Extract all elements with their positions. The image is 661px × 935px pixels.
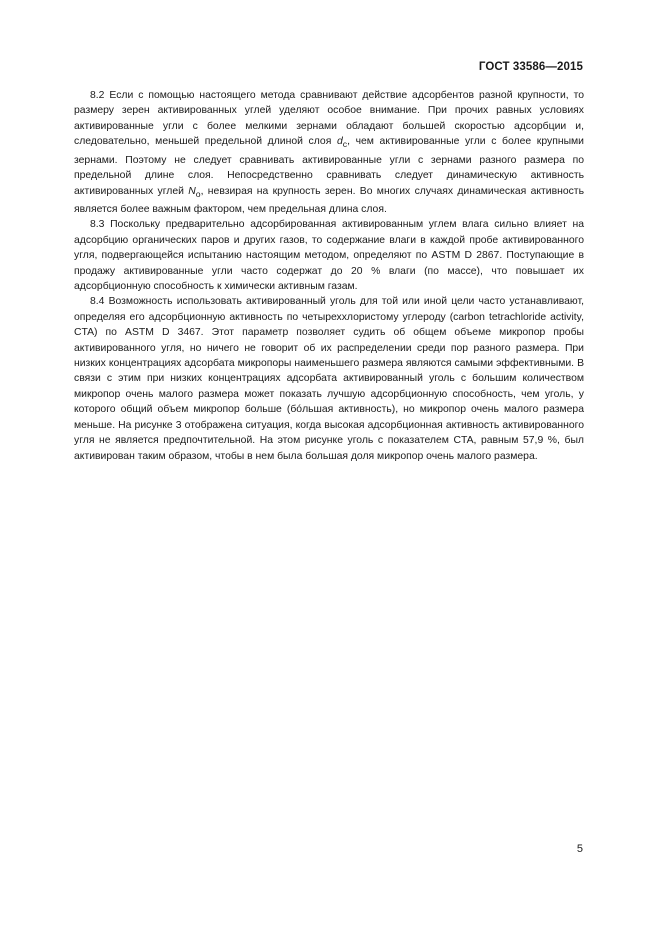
paragraph-8-4: 8.4 Возможность использовать активированный уголь для той или иной цели часто устанавливают, определяя его адсорбционную активность по четыреххлористому углероду (carbon tetrachloride activity, CTA) по ASTM D 3467. Этот параметр позволяет судить об общем объеме микропор пробы активированного угля, но ничего не говорит об их распределении среди пор разного размера. При низких концентрациях адсорбата микропоры наименьшего размера являются самыми эффективными. В связи с этим при низких концентрациях адсорбата активированный уголь с большим количеством микропор очень малого размера может показать лучшую адсорбционную способность, чем уголь, у которого общий объем микропор больше (бóльшая активность), но микропор очень малого размера меньше. На рисунке 3 отображена ситуация, когда высокая адсорбционная активность активированного угля не является предпочтительной. На этом рисунке уголь с показателем CTA, равным 57,9 %, был активирован таким образом, чтобы в нем была большая доля микропор очень малого размера.: [74, 296, 584, 462]
page-number: 5: [576, 843, 583, 855]
paragraph-8-2-text-middle: , чем активированные угли с более крупными зернами. Поэтому не следует сравнивать активированные угли с зернами разного размера по предельной длине слоя. Непосредственно сравнивать следует динамическую активность активированных углей: [74, 136, 584, 197]
paragraph-8-2-text-start: 8.2 Если с помощью настоящего метода сравнивают действие адсорбентов разной крупности, то размеру зерен активированных углей уделяют особое внимание. При прочих равных условиях активированные угли с более мелкими зернами обладают большей скоростью адсорбции и, следовательно, меньшей предельной длиной слоя: [74, 90, 584, 148]
dynamic-activity-subscript: o: [195, 188, 201, 199]
document-body: [74, 88, 584, 464]
paragraph-8-2-text-end: , невзирая на крупность зерен. Во многих случаях динамическая активность является более важным фактором, чем предельная длина слоя.: [74, 185, 584, 215]
layer-length-symbol: d: [336, 136, 343, 148]
document-code-header: ГОСТ 33586—2015: [478, 61, 583, 73]
dynamic-activity-symbol: N: [188, 185, 196, 197]
paragraph-8-3: 8.3 Поскольку предварительно адсорбированная активированным углем влага сильно влияет на адсорбцию органических паров и других газов, то содержание влаги в каждой пробе активированного угля, подвергающейся испытанию настоящим методом, определяют по ASTM D 2867. Поступающие в продажу активированные угли часто содержат до 20 % влаги (по массе), что повышает их адсорбционную способность к химически активным газам.: [74, 219, 584, 293]
layer-length-subscript: c: [342, 139, 348, 150]
paragraph-8-2: [74, 88, 584, 217]
